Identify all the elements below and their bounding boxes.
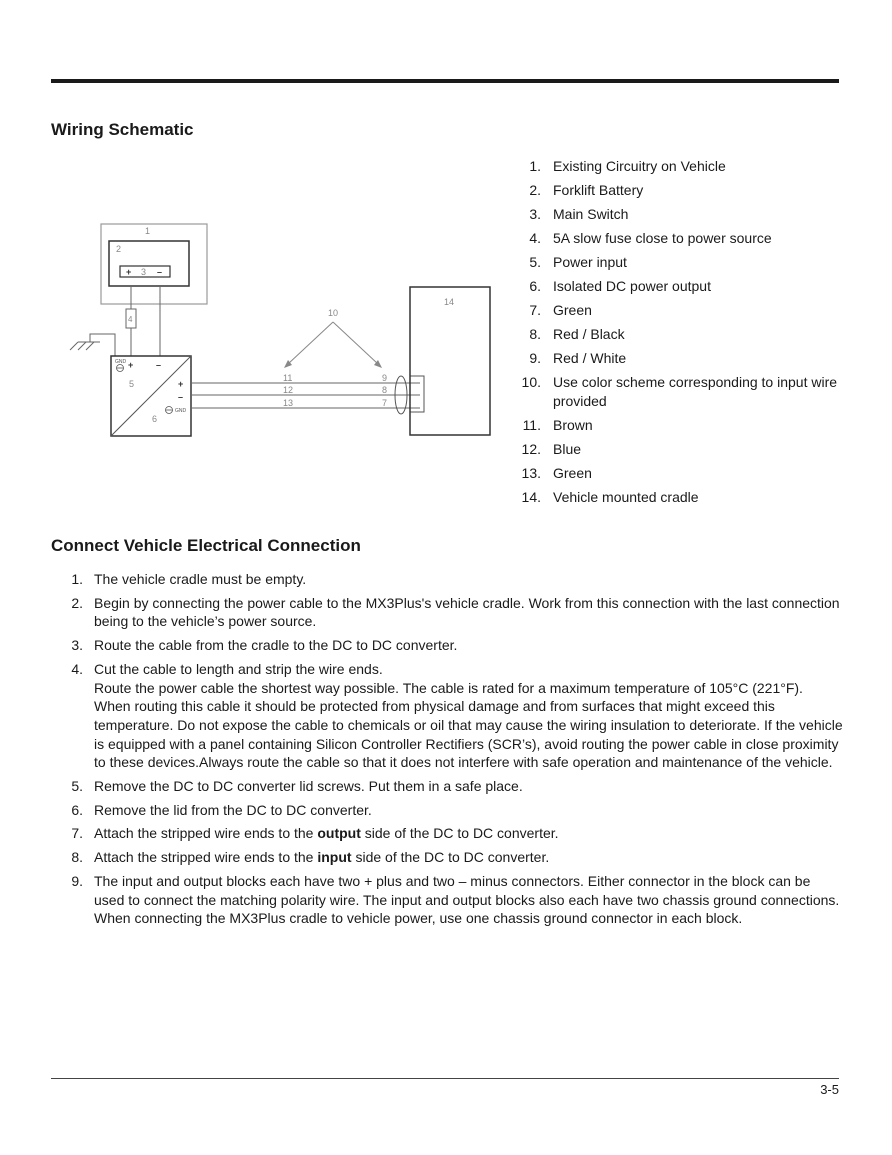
legend-item	[515, 488, 845, 507]
legend-number: 3.	[529, 206, 541, 222]
diagram-label-plus-switch: +	[126, 267, 132, 277]
diagram-label-minus-switch: –	[157, 267, 163, 277]
legend-number: 9.	[529, 350, 541, 366]
top-rule	[51, 79, 839, 83]
diagram-label-13: 13	[283, 398, 294, 408]
step-number: 8.	[71, 849, 83, 866]
legend-text: Brown	[553, 417, 593, 433]
legend-item	[515, 464, 845, 483]
step-text-bold: input	[317, 849, 352, 866]
legend-text: Power input	[553, 254, 627, 270]
step-number: 5.	[71, 778, 83, 795]
step-number: 1.	[71, 571, 83, 587]
legend-number: 2.	[529, 182, 541, 198]
step-item	[68, 824, 843, 843]
step-item	[68, 848, 843, 867]
step-text: Begin by connecting the power cable to the MX3Plus's vehicle cradle. Work from this connection with the last connection being to the vehicle’s power source.	[94, 594, 840, 630]
step-text: Remove the DC to DC converter lid screws. Put them in a safe place.	[94, 778, 523, 795]
legend-item	[515, 205, 845, 224]
diagram-label-minus-in: –	[156, 360, 162, 370]
step-text: Remove the lid from the DC to DC converter.	[94, 801, 372, 818]
legend-text: Existing Circuitry on Vehicle	[553, 158, 726, 174]
step-item	[68, 872, 843, 928]
step-number: 9.	[71, 872, 83, 889]
legend-text: Use color scheme corresponding to input wire provided	[553, 374, 838, 409]
connection-steps	[68, 570, 843, 933]
step-text-bold: output	[317, 825, 361, 842]
bottom-rule	[51, 1078, 839, 1079]
cradle-connector	[410, 376, 424, 412]
legend-item	[515, 301, 845, 320]
connect-heading: Connect Vehicle Electrical Connection	[51, 536, 361, 555]
diagram-label-2: 2	[116, 244, 122, 254]
step-text: Route the cable from the cradle to the DC to DC converter.	[94, 637, 458, 654]
existing-circuitry-box	[101, 224, 207, 304]
diagram-label-9: 9	[382, 373, 388, 383]
diagram-label-3: 3	[141, 267, 147, 277]
diagram-label-plus-out: +	[178, 379, 184, 389]
step-text-pre: Attach the stripped wire ends to the	[94, 849, 318, 866]
diagram-label-gnd-bottom: GND	[175, 408, 187, 414]
schematic-legend	[515, 157, 845, 512]
legend-text: Isolated DC power output	[553, 278, 711, 294]
step-item	[68, 594, 843, 631]
legend-item	[515, 253, 845, 272]
legend-number: 11.	[522, 417, 541, 433]
step-text: The vehicle cradle must be empty.	[94, 571, 307, 587]
legend-text: Blue	[553, 441, 582, 457]
legend-item	[515, 416, 845, 435]
legend-text: Main Switch	[553, 206, 629, 222]
legend-text: Red / White	[553, 350, 627, 366]
step-number: 6.	[71, 801, 83, 818]
legend-number: 5.	[529, 254, 541, 270]
legend-number: 12.	[521, 441, 541, 457]
step-text-pre: Attach the stripped wire ends to the	[94, 825, 318, 842]
diagram-label-4: 4	[128, 315, 133, 324]
step-text-post: side of the DC to DC converter.	[351, 849, 550, 866]
legend-item	[515, 349, 845, 368]
legend-text: 5A slow fuse close to power source	[553, 230, 772, 246]
step-item	[68, 636, 843, 655]
step-text: The input and output blocks each have two + plus and two – minus connectors. Either connector in the block can be used to connect the matching polarity wire. The input and output blocks also each have two chassis ground connections. When connecting the MX3Plus cradle to vehicle power, use one chassis ground connector in each block.	[94, 872, 840, 927]
diagram-label-plus-in: +	[128, 360, 134, 370]
legend-item	[515, 229, 845, 248]
legend-number: 7.	[529, 302, 541, 318]
diagram-label-7: 7	[382, 398, 388, 408]
diagram-label-5: 5	[129, 379, 135, 389]
legend-item	[515, 325, 845, 344]
step-item	[68, 777, 843, 796]
legend-text: Green	[553, 465, 592, 481]
diagram-label-12: 12	[283, 385, 294, 395]
legend-item	[515, 181, 845, 200]
diagram-label-minus-out: –	[178, 392, 184, 402]
step-number: 7.	[71, 825, 83, 842]
diagram-label-14: 14	[444, 297, 455, 307]
diagram-label-6: 6	[152, 414, 158, 424]
diagram-label-8: 8	[382, 385, 388, 395]
legend-number: 6.	[529, 278, 541, 294]
legend-number: 1.	[529, 158, 541, 174]
step-text-post: side of the DC to DC converter.	[360, 825, 559, 842]
legend-number: 14.	[521, 489, 541, 505]
step-item	[68, 570, 843, 589]
legend-number: 4.	[529, 230, 541, 246]
vehicle-cradle-box	[410, 287, 490, 435]
legend-text: Green	[553, 302, 592, 318]
legend-text: Forklift Battery	[553, 182, 644, 198]
diagram-label-10: 10	[328, 308, 339, 318]
diagram-label-1: 1	[145, 226, 151, 236]
step-number: 4.	[71, 660, 83, 677]
step-item	[68, 801, 843, 820]
legend-text: Vehicle mounted cradle	[553, 489, 699, 505]
step-number: 2.	[71, 594, 83, 611]
legend-item	[515, 277, 845, 296]
page-number: 3-5	[820, 1082, 839, 1097]
legend-item	[515, 440, 845, 459]
legend-item	[515, 157, 845, 176]
step-number: 3.	[71, 637, 83, 654]
diagram-label-gnd-top: GND	[115, 359, 127, 365]
legend-text: Red / Black	[553, 326, 625, 342]
diagram-label-11: 11	[283, 373, 293, 383]
legend-number: 10.	[521, 374, 541, 390]
wiring-schematic-heading: Wiring Schematic	[51, 120, 194, 139]
step-text: Cut the cable to length and strip the wire ends.	[94, 660, 383, 677]
legend-number: 13.	[521, 465, 541, 481]
legend-item	[515, 373, 845, 411]
step-note: Route the power cable the shortest way possible. The cable is rated for a maximum temperature of 105°C (221°F). When routing this cable it should be protected from physical damage and from surfaces that might exceed this temperature. Do not expose the cable to chemicals or oil that may cause the wiring insulation to deteriorate. If the vehicle is equipped with a panel containing Silicon Controller Rectifiers (SCR’s), avoid routing the power cable in close proximity to these devices.Always route the cable so that it does not interfere with safe operation and maintenance of the vehicle.	[94, 679, 843, 771]
step-item	[68, 660, 843, 772]
wiring-schematic-diagram	[60, 218, 500, 443]
legend-number: 8.	[529, 326, 541, 342]
